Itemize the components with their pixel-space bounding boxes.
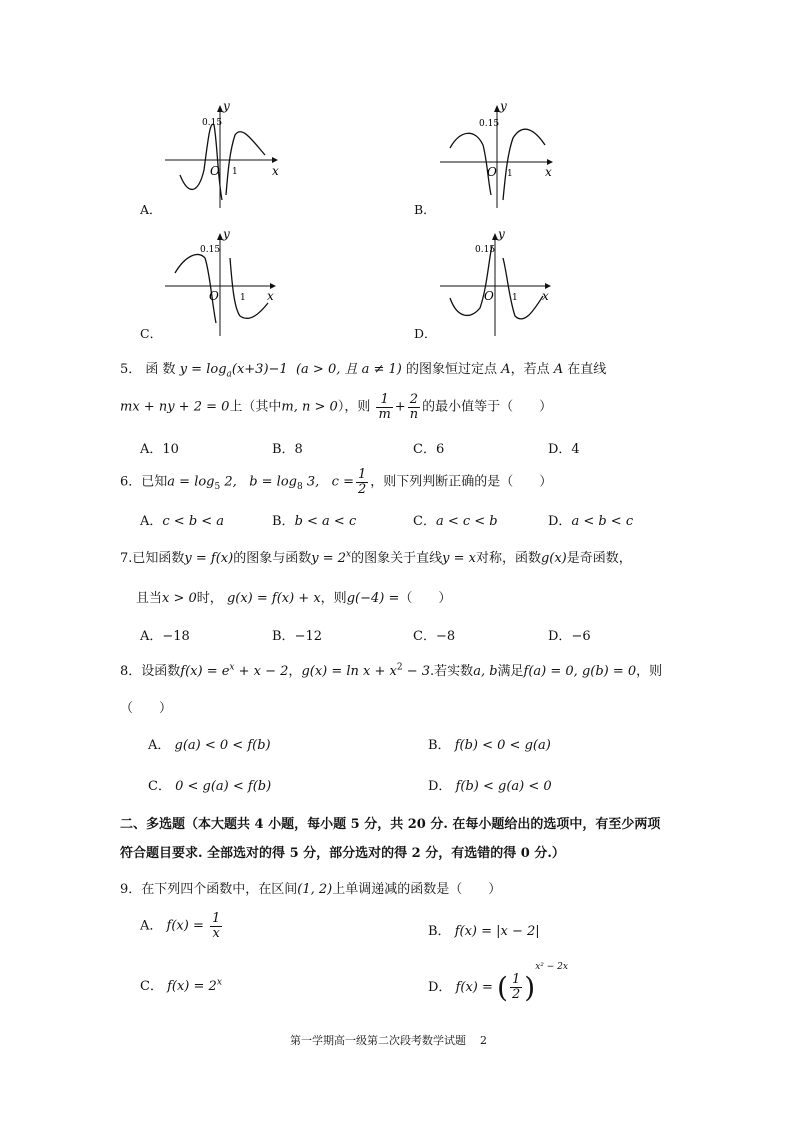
q8-text-c: 满足 bbox=[497, 664, 524, 679]
graph-d-xtick: 1 bbox=[512, 293, 518, 303]
q5-point-a2: A bbox=[553, 362, 564, 377]
q8-g-def: g(x) = ln x + x bbox=[301, 664, 397, 679]
q5-formula: y = log bbox=[179, 362, 227, 377]
q5-line-eq: mx + ny + 2 = 0 bbox=[120, 399, 230, 415]
q7-option-b: B．−12 bbox=[272, 629, 322, 644]
q5-point-a: A bbox=[501, 362, 511, 377]
q8-option-b: B． f(b) < 0 < g(a) bbox=[428, 738, 551, 753]
graph-a-ytick: 0.15 bbox=[202, 118, 223, 128]
q7-text-e: 是奇函数， bbox=[566, 551, 632, 566]
q8-line1 bbox=[120, 660, 662, 679]
q6-option-b: B．b < a < c bbox=[272, 514, 357, 529]
q5-formula2: (x+3)−1 bbox=[231, 362, 288, 377]
graph-c-label: C． bbox=[140, 326, 163, 341]
q9-text-a: 9．在下列四个函数中，在区间 bbox=[120, 882, 298, 897]
graph-a-origin: O bbox=[210, 164, 220, 178]
q6-a-arg: 2, bbox=[220, 474, 237, 490]
graph-b-origin: O bbox=[487, 165, 497, 179]
q5-text-d: 在直线 bbox=[567, 362, 607, 377]
page-footer bbox=[290, 1032, 487, 1048]
q9-option-a: A． f(x) = $\frac{1}{x}$ bbox=[140, 911, 221, 941]
graph-d-ytick: 0.15 bbox=[475, 245, 496, 255]
graph-b-label: B． bbox=[414, 202, 436, 217]
q7-ask: g(−4) = bbox=[346, 591, 400, 606]
q8-text-b: .若实数 bbox=[430, 664, 474, 679]
q8-f-def2: + x − 2 bbox=[234, 664, 289, 679]
q8-g-sup: 2 bbox=[396, 662, 403, 673]
graph-d bbox=[435, 228, 565, 338]
graph-c-xaxis: x bbox=[267, 289, 274, 303]
q7-text-d: 对称，函数 bbox=[475, 551, 541, 566]
graph-b-yaxis: y bbox=[500, 99, 507, 113]
q5-text-g: 的最小值等于（ ） bbox=[422, 399, 553, 415]
q5-option-d: D．4 bbox=[548, 442, 580, 457]
q7-cond: x > 0 bbox=[162, 591, 197, 606]
q7-f3: y = x bbox=[442, 551, 476, 566]
q5-line2 bbox=[120, 393, 552, 421]
q5-line1 bbox=[120, 358, 606, 380]
q5-text-a: 函 数 bbox=[145, 362, 176, 377]
q6-b-arg: 3, bbox=[302, 474, 320, 490]
q6-number: 6．已知 bbox=[120, 474, 168, 490]
q8-f-sup: x bbox=[229, 662, 235, 673]
q9-option-b: B． f(x) = |x − 2| bbox=[428, 924, 540, 939]
graph-a-plot bbox=[160, 100, 290, 210]
q7-text-c: 的图象关于直线 bbox=[351, 551, 443, 566]
q7-line2 bbox=[136, 587, 451, 606]
q5-option-b: B．8 bbox=[272, 442, 303, 457]
q5-option-c: C．6 bbox=[413, 442, 445, 457]
graph-d-label: D． bbox=[414, 326, 437, 341]
q9-line bbox=[120, 878, 501, 897]
footer-title: 第一学期高一级第二次段考数学试题 bbox=[290, 1034, 466, 1047]
graph-d-yaxis: y bbox=[498, 227, 505, 241]
q5-cond: (a > 0, 且 a ≠ 1) bbox=[295, 362, 402, 377]
graph-c bbox=[160, 228, 290, 338]
q6-c-frac: $\frac{1}{2}$ bbox=[357, 467, 367, 497]
section2-header-line1: 二、多选题（本大题共 4 小题，每小题 5 分，共 20 分. 在每小题给出的选项中，有至少两项 bbox=[120, 817, 661, 832]
q5-text-b: 的图象恒过定点 bbox=[406, 362, 498, 377]
graph-b-xtick: 1 bbox=[507, 169, 513, 179]
graph-c-xtick: 1 bbox=[240, 293, 246, 303]
graph-c-origin: O bbox=[209, 289, 219, 303]
q5-number: 5． bbox=[120, 362, 142, 377]
q7-option-d: D．−6 bbox=[548, 629, 591, 644]
q5-frac1: $\frac{1}{m}$ bbox=[378, 392, 391, 422]
q7-f1: y = f(x) bbox=[184, 551, 234, 566]
q9-option-c: C． $f(x) = 2^x$ bbox=[140, 977, 222, 994]
q5-option-a: A．10 bbox=[140, 442, 179, 457]
q9-text-b: 上单调递减的函数是（ ） bbox=[332, 882, 502, 897]
q7-text-f: 且当 bbox=[136, 591, 163, 606]
q8-text-a: 8．设函数 bbox=[120, 664, 181, 679]
graph-b-plot bbox=[435, 100, 565, 210]
graph-a-yaxis: y bbox=[223, 99, 230, 113]
section2-header-line2: 符合题目要求. 全部选对的得 5 分，部分选对的得 2 分，有选错的得 0 分.） bbox=[120, 846, 565, 861]
q7-option-c: C．−8 bbox=[413, 629, 456, 644]
q5-text-c: ，若点 bbox=[510, 362, 550, 377]
q6-b-sub: 8 bbox=[296, 482, 303, 493]
q6-a-sub: 5 bbox=[214, 482, 221, 493]
graph-d-plot bbox=[435, 228, 565, 338]
q9-option-d: D． f(x) = ( $\frac{1}{2}$ )$^{x^2 - 2x}$ bbox=[428, 962, 568, 1004]
graph-b-xaxis: x bbox=[545, 165, 552, 179]
q5-mn-cond: m, n > 0 bbox=[281, 399, 338, 415]
q7-text-h: ，则 bbox=[320, 591, 347, 606]
q7-line1 bbox=[120, 547, 632, 566]
q7-text-b: 的图象与函数 bbox=[233, 551, 312, 566]
q8-option-d: D． f(b) < g(a) < 0 bbox=[428, 779, 552, 794]
q5-text-e: 上（其中 bbox=[229, 399, 282, 415]
graph-c-ytick: 0.15 bbox=[200, 245, 221, 255]
q7-f4: g(x) bbox=[540, 551, 567, 566]
q7-text-i: （ ） bbox=[399, 591, 452, 606]
q6-option-c: C．a < c < b bbox=[413, 514, 498, 529]
graph-b-ytick: 0.15 bbox=[479, 119, 500, 129]
q6-a: a = log bbox=[167, 474, 215, 490]
q8-text-d: ，则 bbox=[636, 664, 663, 679]
q7-f2: y = 2 bbox=[311, 551, 346, 566]
q8-cond: f(a) = 0, g(b) = 0 bbox=[523, 664, 637, 679]
q7-f2-sup: x bbox=[346, 549, 352, 560]
q5-formula-sub: a bbox=[226, 369, 232, 380]
q7-gdef: g(x) = f(x) + x bbox=[226, 591, 321, 606]
graph-d-xaxis: x bbox=[542, 289, 549, 303]
graph-d-origin: O bbox=[484, 289, 494, 303]
q9-interval: (1, 2) bbox=[297, 882, 333, 897]
graph-a bbox=[160, 100, 290, 210]
q8-f-def: f(x) = e bbox=[180, 664, 230, 679]
q7-text-a: 7.已知函数 bbox=[120, 551, 185, 566]
q5-text-f: ），则 bbox=[337, 399, 371, 415]
q6-option-d: D．a < b < c bbox=[548, 514, 634, 529]
graph-c-plot bbox=[160, 228, 290, 338]
q6-b: b = log bbox=[249, 474, 297, 490]
graph-b bbox=[435, 100, 565, 210]
q5-plus: + bbox=[394, 399, 406, 415]
graph-a-xtick: 1 bbox=[232, 167, 238, 177]
q8-g-def2: − 3 bbox=[402, 664, 431, 679]
q8-line2: （ ） bbox=[120, 701, 173, 716]
footer-page-number: 2 bbox=[480, 1034, 487, 1047]
q7-text-g: 时， bbox=[196, 591, 223, 606]
q6-option-a: A．c < b < a bbox=[140, 514, 225, 529]
q5-frac2: $\frac{2}{n}$ bbox=[409, 392, 419, 422]
q6-tail: ，则下列判断正确的是（ ） bbox=[370, 474, 553, 490]
q6-c: c = bbox=[331, 474, 354, 490]
q8-ab: a, b bbox=[473, 664, 498, 679]
q8-option-c: C． 0 < g(a) < f(b) bbox=[148, 779, 272, 794]
graph-c-yaxis: y bbox=[223, 227, 230, 241]
q7-option-a: A．−18 bbox=[140, 629, 190, 644]
graph-a-label: A． bbox=[140, 202, 162, 217]
q6-line bbox=[120, 468, 552, 496]
q8-sep: ， bbox=[288, 664, 302, 679]
graph-a-xaxis: x bbox=[272, 164, 279, 178]
q8-option-a: A． g(a) < 0 < f(b) bbox=[148, 738, 271, 753]
